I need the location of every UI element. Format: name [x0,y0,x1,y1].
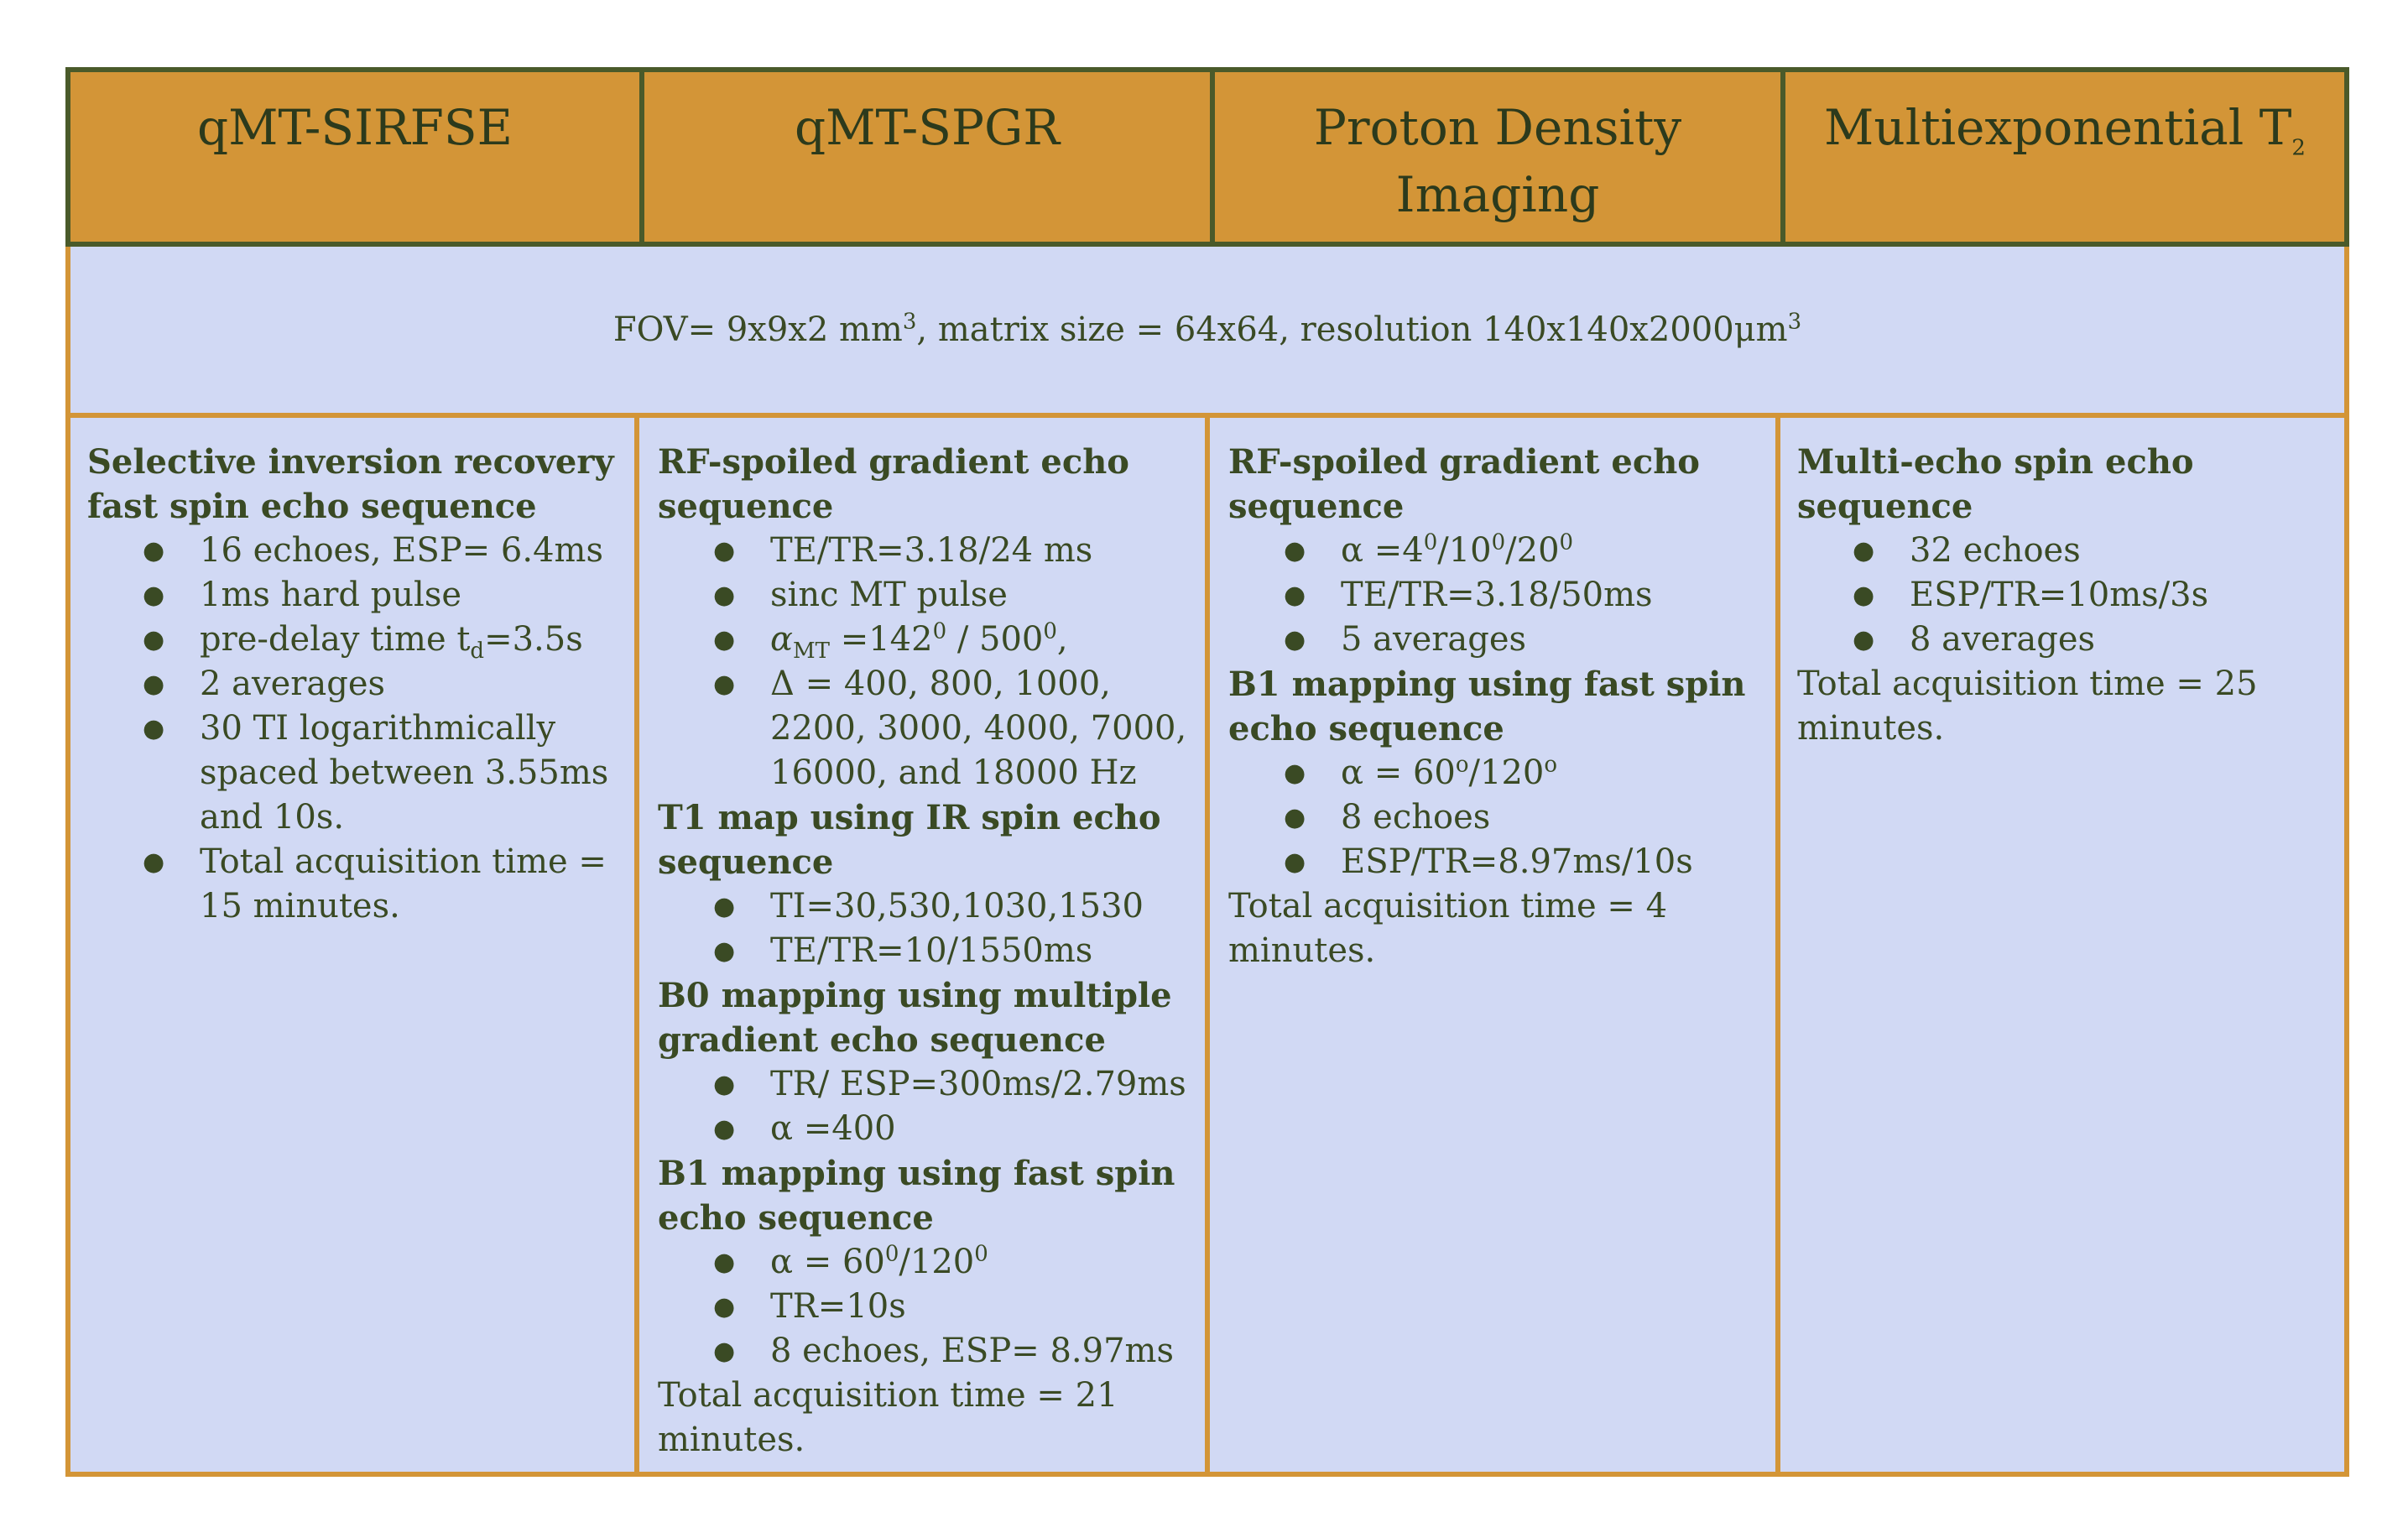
text-part: α = 60 [770,1243,885,1281]
list-item: ● ESP/TR=10ms/3s [1910,573,2343,618]
list-item [770,1240,1203,1285]
cell-title: B1 mapping using fast spin echo sequence [658,1154,1175,1238]
list-item: ● sinc MT pulse [770,573,1203,618]
fov-part: , matrix size = 64x64, resolution 140x140x2000μm [916,310,1788,349]
parameter-list [1228,529,1774,662]
table-header-row [65,67,2349,247]
cell-title: T1 map using IR spin echo sequence [658,798,1161,882]
parameter-list [658,884,1203,973]
cell-qmt-sirfse [87,440,624,929]
list-item: ● α =400 [770,1107,1203,1151]
body-divider [634,418,639,1472]
text-part: /120 [1468,753,1545,792]
cell-title: Multi-echo spin echo sequence [1797,442,2194,526]
parameter-list [1797,529,2343,662]
text-part: =3.5s [484,620,583,659]
parameter-list [658,1062,1203,1151]
body-divider [1205,418,1210,1472]
list-item: ● TR/ ESP=300ms/2.79ms [770,1062,1203,1107]
list-item: ● ESP/TR=8.97ms/10s [1341,840,1774,884]
list-item: ● TE/TR=10/1550ms [770,929,1203,973]
total-time: Total acquisition time = 25 minutes. [1797,665,2258,748]
list-item: ● 30 TI logarithmically spaced between 3.55ms and 10s. [200,706,624,840]
text-sup: 0 [1423,529,1438,555]
parameter-list [658,529,1203,795]
list-item: ● TI=30,530,1030,1530 [770,884,1203,929]
list-item: ● Total acquisition time = 15 minutes. [200,840,624,929]
list-item [1341,529,1774,573]
list-item: ● Δ = 400, 800, 1000, 2200, 3000, 4000, 7000, 16000, and 18000 Hz [770,662,1203,795]
header-qmt-spgr [644,72,1210,242]
text-sup: 0 [1043,618,1057,644]
body-divider [1775,418,1780,1472]
text-sup: 0 [884,1241,899,1267]
header-label: qMT-SPGR [794,99,1061,156]
total-time: Total acquisition time = 21 minutes. [658,1376,1118,1459]
text-part: pre-delay time t [200,620,471,659]
list-item: ● 5 averages [1341,618,1774,662]
header-multiexponential-t2 [1785,72,2344,242]
parameter-list [87,529,624,929]
total-time: Total acquisition time = 4 minutes. [1228,887,1668,970]
list-item [1341,751,1774,795]
header-subscript: 2 [2291,135,2306,161]
list-item: ● TR=10s [770,1285,1203,1329]
list-item [200,618,624,662]
header-label-text: Multiexponential T [1824,99,2292,156]
text-sub: MT [793,639,830,664]
list-item: ● TE/TR=3.18/50ms [1341,573,1774,618]
text-part: /10 [1437,531,1492,570]
text-sup: 0 [1559,529,1574,555]
list-item: ● 1ms hard pulse [200,573,624,618]
list-item: ● 8 echoes, ESP= 8.97ms [770,1329,1203,1374]
cell-proton-density [1228,440,1774,973]
text-part: /20 [1505,531,1560,570]
fov-row [65,247,2349,418]
text-sup: o [1544,752,1557,778]
cell-title: B1 mapping using fast spin echo sequence [1228,665,1746,748]
fov-part: FOV= 9x9x2 mm [612,310,903,349]
cell-qmt-spgr [658,440,1203,1462]
text-sup: 0 [1491,529,1506,555]
list-item: ● TE/TR=3.18/24 ms [770,529,1203,573]
list-item: ● 2 averages [200,662,624,706]
text-sup: 0 [932,618,947,644]
header-qmt-sirfse [70,72,639,242]
alpha-symbol: α [770,620,794,659]
text-part: /120 [899,1243,975,1281]
cell-title: RF-spoiled gradient echo sequence [658,442,1129,526]
text-sup: 0 [974,1241,988,1267]
protocol-table [65,67,2349,1477]
table-body-row [65,418,2349,1477]
text-part: α = 60 [1341,753,1456,792]
text-sub: d [470,639,485,664]
list-item: ● 32 echoes [1910,529,2343,573]
text-sup: o [1455,752,1469,778]
fov-text [613,310,1801,349]
fov-sup: 3 [1787,309,1802,335]
list-item: ● 8 echoes [1341,795,1774,840]
text-part: =142 [829,620,933,659]
parameter-list [658,1240,1203,1374]
header-label [1824,94,2306,161]
parameter-list [1228,751,1774,884]
fov-sup: 3 [902,309,917,335]
header-proton-density [1215,72,1780,242]
cell-title: B0 mapping using multiple gradient echo sequence [658,976,1172,1060]
header-label: Proton Density Imaging [1313,99,1682,223]
cell-title: RF-spoiled gradient echo sequence [1228,442,1700,526]
cell-multiexponential-t2 [1797,440,2343,751]
list-item [770,618,1203,662]
text-part: , [1056,620,1068,659]
text-part: / 500 [946,620,1044,659]
list-item: ● 8 averages [1910,618,2343,662]
cell-title: Selective inversion recovery fast spin echo sequence [87,442,614,526]
text-part: α =4 [1341,531,1424,570]
list-item: ● 16 echoes, ESP= 6.4ms [200,529,624,573]
header-label: qMT-SIRFSE [197,99,513,156]
